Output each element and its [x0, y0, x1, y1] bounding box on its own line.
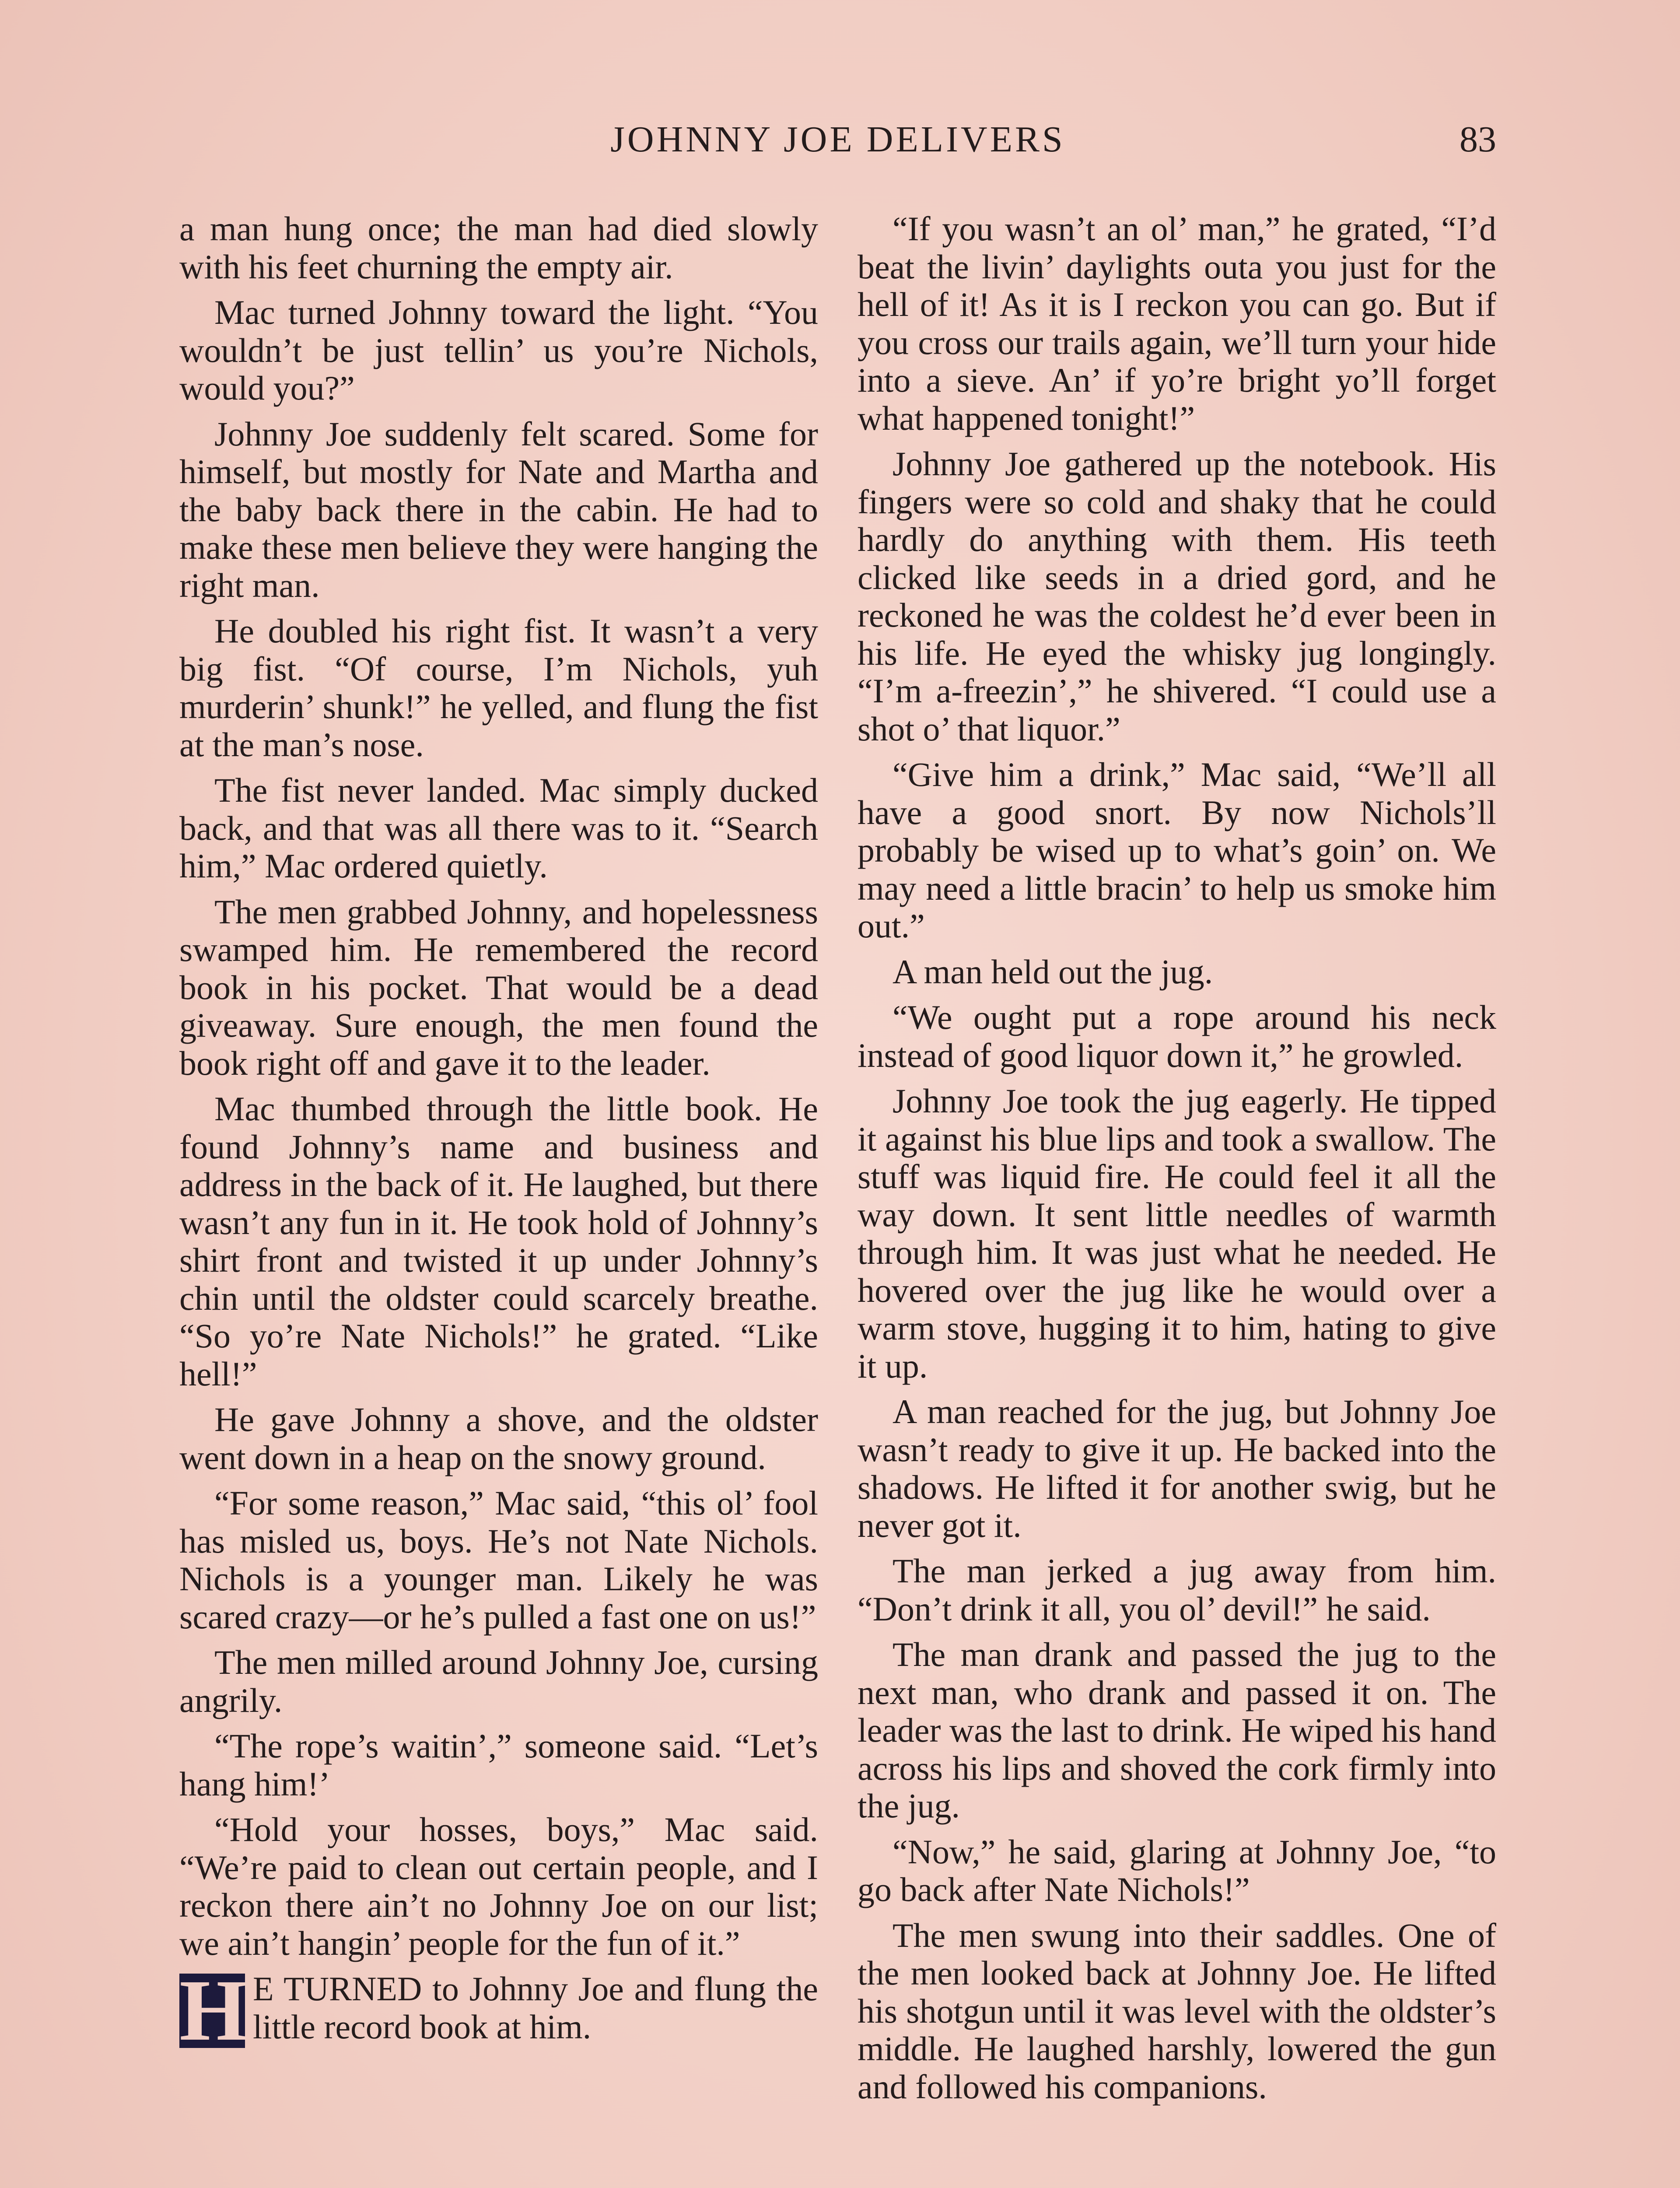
drop-cap-paragraph: [179, 1962, 818, 2059]
paragraph: Johnny Joe suddenly felt scared. Some for himself, but mostly for Nate and Martha and the baby back there in the cabin. He had to make these men believe they were hanging the right man.: [179, 414, 818, 604]
paragraph: The man drank and passed the jug to the next man, who drank and passed it on. The leader was the last to drink. He wiped his hand across his lips and shoved the cork firmly into the jug.: [858, 1635, 1496, 1825]
paragraph: a man hung once; the man had died slowly with his feet churning the empty air.: [179, 210, 818, 286]
paragraph: Mac turned Johnny toward the light. “You wouldn’t be just tellin’ us you’re Nichols, would you?”: [179, 293, 818, 407]
paragraph: “Now,” he said, glaring at Johnny Joe, “to go back after Nate Nichols!”: [858, 1832, 1496, 1908]
page-title: JOHNNY JOE DELIVERS: [610, 119, 1065, 160]
paragraph: Johnny Joe took the jug eagerly. He tipped it against his blue lips and took a swallow. The stuff was liquid fire. He could feel it all the way down. It sent little needles of warmth through him. It was just what he needed. He hovered over the jug like he would over a warm stove, hugging it to him, hating to give it up.: [858, 1082, 1496, 1385]
drop-cap-text: E TURNED to Johnny Joe and flung the little record book at him.: [253, 1970, 818, 2046]
paragraph: “For some reason,” Mac said, “this ol’ fool has misled us, boys. He’s not Nate Nichols. Nichols is a younger man. Likely he was scared crazy—or he’s pulled a fast one on us!”: [179, 1484, 818, 1636]
paragraph: The men swung into their saddles. One of the men looked back at Johnny Joe. He lifted his shotgun until it was level with the oldster’s middle. He laughed harshly, lowered the gun and followed his companions.: [858, 1916, 1496, 2106]
paragraph: A man reached for the jug, but Johnny Joe wasn’t ready to give it up. He backed into the shadows. He lifted it for another swig, but he never got it.: [858, 1392, 1496, 1544]
paragraph: He doubled his right fist. It wasn’t a very big fist. “Of course, I’m Nichols, yuh murderin’ shunk!” he yelled, and flung the fist at the man’s nose.: [179, 612, 818, 764]
paragraph: “The rope’s waitin’,” someone said. “Let’s hang him!’: [179, 1727, 818, 1803]
page-number: 83: [1460, 119, 1496, 160]
drop-cap: H: [179, 1962, 248, 2059]
paragraph: A man held out the jug.: [892, 952, 1213, 991]
paragraph: The fist never landed. Mac simply ducked back, and that was all there was to it. “Search him,” Mac ordered quietly.: [179, 771, 818, 885]
paragraph: Johnny Joe gathered up the notebook. His fingers were so cold and shaky that he could hardly do anything with them. His teeth clicked like seeds in a dried gord, and he reckoned he was the coldest he’d ever been in his life. He eyed the whisky jug longingly. “I’m a-freezin’,” he shivered. “I could use a shot o’ that liquor.”: [858, 445, 1496, 748]
paragraph: “We ought put a rope around his neck instead of good liquor down it,” he growled.: [858, 998, 1496, 1074]
paragraph: The men grabbed Johnny, and hopelessness swamped him. He remembered the record book in his pocket. That would be a dead giveaway. Sure enough, the men found the book right off and gave it to the leader.: [179, 892, 818, 1082]
left-column: [179, 210, 818, 2059]
paragraph: “Give him a drink,” Mac said, “We’ll all have a good snort. By now Nichols’ll probably be wised up to what’s goin’ on. We may need a little bracin’ to help us smoke him out.”: [858, 755, 1496, 945]
paragraph: The men milled around Johnny Joe, cursing angrily.: [179, 1643, 818, 1719]
right-column: [858, 210, 1496, 2114]
running-head: [179, 118, 1496, 166]
paragraph: “If you wasn’t an ol’ man,” he grated, “I’d beat the livin’ daylights outa you just for the hell of it! As it is I reckon you can go. But if you cross our trails again, we’ll turn your hide into a sieve. An’ if yo’re bright yo’ll forget what happened tonight!”: [858, 210, 1496, 437]
paragraph: “Hold your hosses, boys,” Mac said. “We’re paid to clean out certain people, and I reckon there ain’t no Johnny Joe on our list; we ain’t hangin’ people for the fun of it.”: [179, 1810, 818, 1962]
paragraph: The man jerked a jug away from him. “Don’t drink it all, you ol’ devil!” he said.: [858, 1552, 1496, 1628]
paragraph: He gave Johnny a shove, and the oldster went down in a heap on the snowy ground.: [179, 1400, 818, 1476]
paragraph: Mac thumbed through the little book. He found Johnny’s name and business and address in the back of it. He laughed, but there wasn’t any fun in it. He took hold of Johnny’s shirt front and twisted it up under Johnny’s chin until the oldster could scarcely breathe. “So yo’re Nate Nichols!” he grated. “Like hell!”: [179, 1090, 818, 1393]
